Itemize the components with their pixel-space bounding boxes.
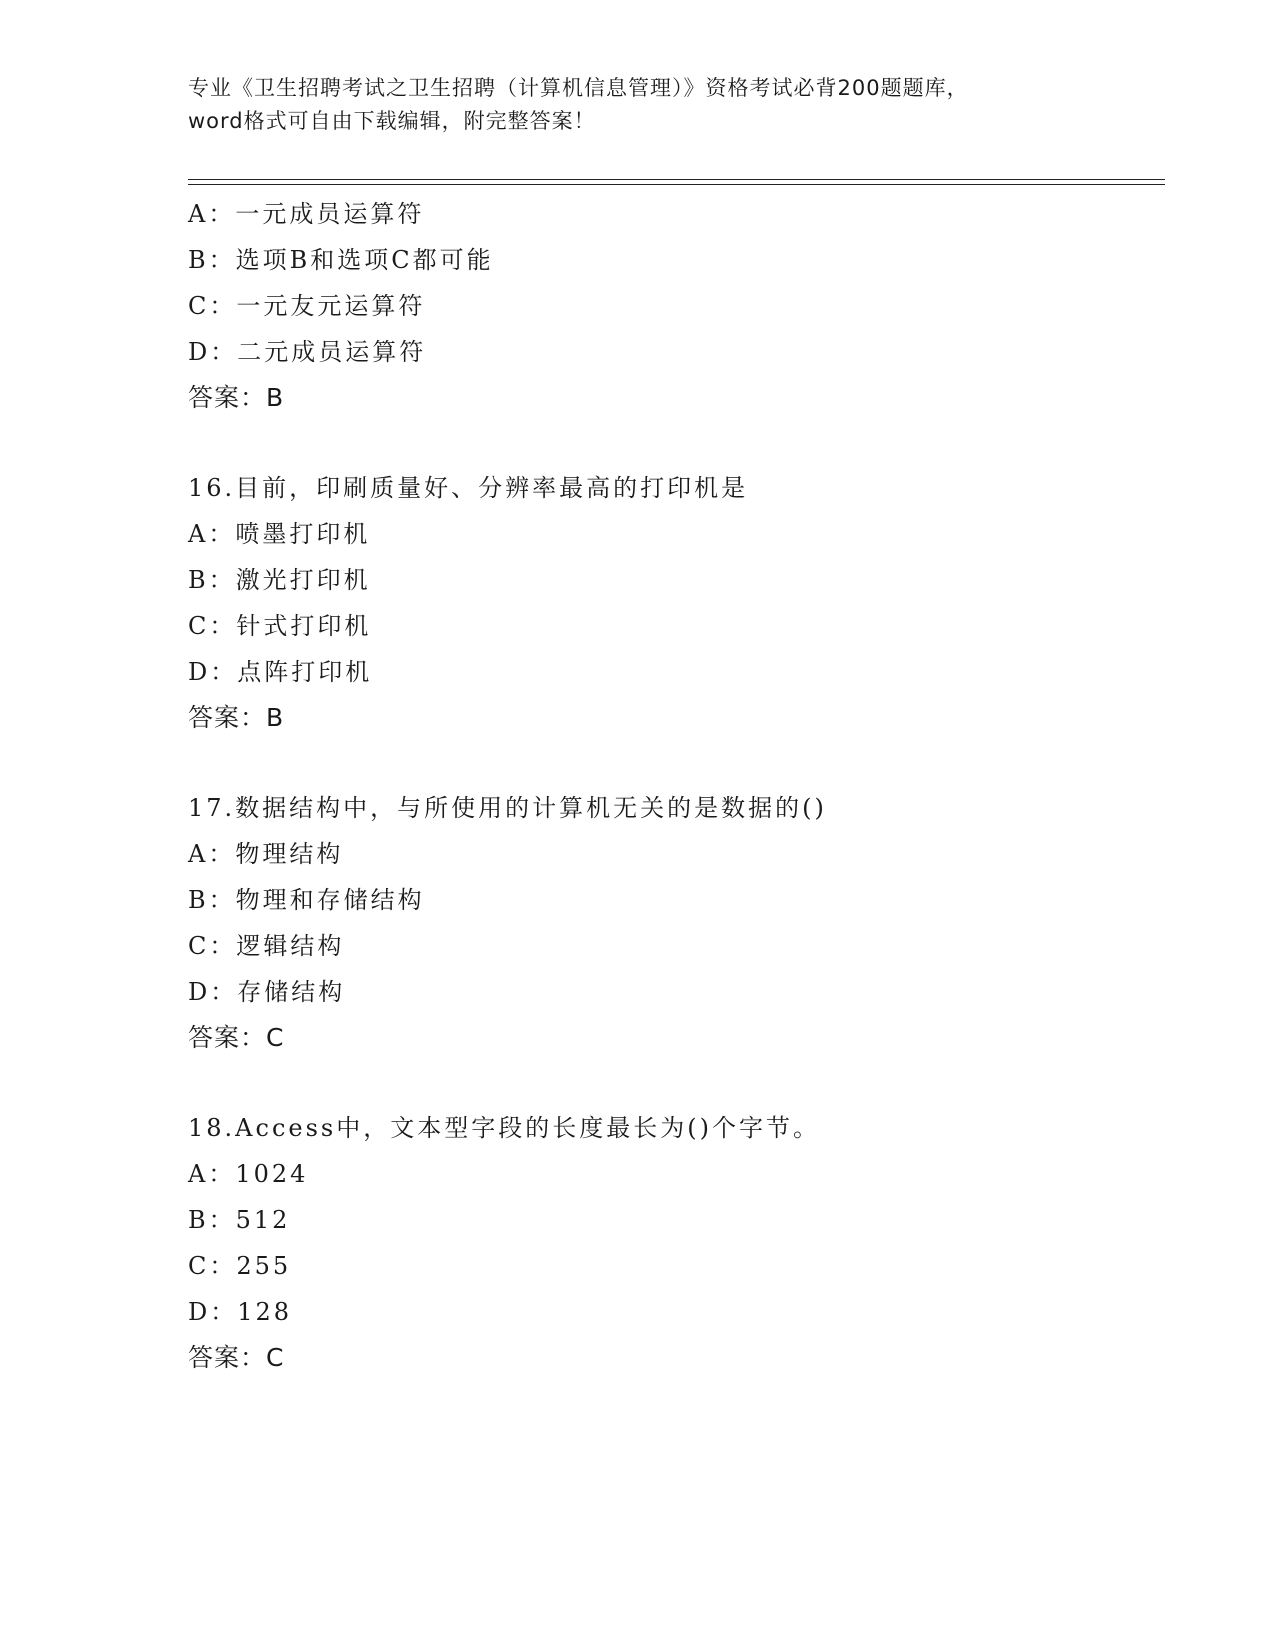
header-line-1: 专业《卫生招聘考试之卫生招聘（计算机信息管理）》资格考试必背200题题库，: [188, 76, 969, 100]
option-d: D：点阵打印机: [188, 658, 373, 686]
question-text: 17.数据结构中，与所使用的计算机无关的是数据的(): [188, 794, 827, 822]
option-d: D：128: [188, 1298, 293, 1326]
answer: 答案：B: [188, 703, 285, 732]
option-d: D：二元成员运算符: [188, 338, 427, 366]
option-a: A：一元成员运算符: [188, 200, 425, 228]
option-d: D：存储结构: [188, 978, 346, 1006]
question-text: 16.目前，印刷质量好、分辨率最高的打印机是: [188, 474, 749, 502]
header-line-2: word格式可自由下载编辑，附完整答案！: [188, 109, 596, 133]
option-a: A：物理结构: [188, 840, 344, 868]
document-header: [188, 72, 1088, 138]
option-c: C：针式打印机: [188, 612, 372, 640]
option-b: B：选项B和选项C都可能: [188, 246, 494, 274]
option-a: A：喷墨打印机: [188, 520, 371, 548]
option-b: B：激光打印机: [188, 566, 371, 594]
option-b: B：512: [188, 1206, 291, 1234]
answer: 答案：C: [188, 1023, 285, 1052]
question-text: 18.Access中，文本型字段的长度最长为()个字节。: [188, 1114, 820, 1142]
option-c: C：逻辑结构: [188, 932, 345, 960]
answer: 答案：C: [188, 1343, 285, 1372]
question-list: [188, 191, 1168, 1381]
question-block-18: [188, 1105, 1168, 1381]
option-a: A：1024: [188, 1160, 309, 1188]
option-c: C：255: [188, 1252, 292, 1280]
question-block-prev: [188, 191, 1168, 421]
answer: 答案：B: [188, 383, 285, 412]
question-block-16: [188, 465, 1168, 741]
question-block-17: [188, 785, 1168, 1061]
option-b: B：物理和存储结构: [188, 886, 425, 914]
header-divider-bottom: [188, 184, 1165, 185]
option-c: C：一元友元运算符: [188, 292, 426, 320]
header-divider-top: [188, 179, 1165, 180]
